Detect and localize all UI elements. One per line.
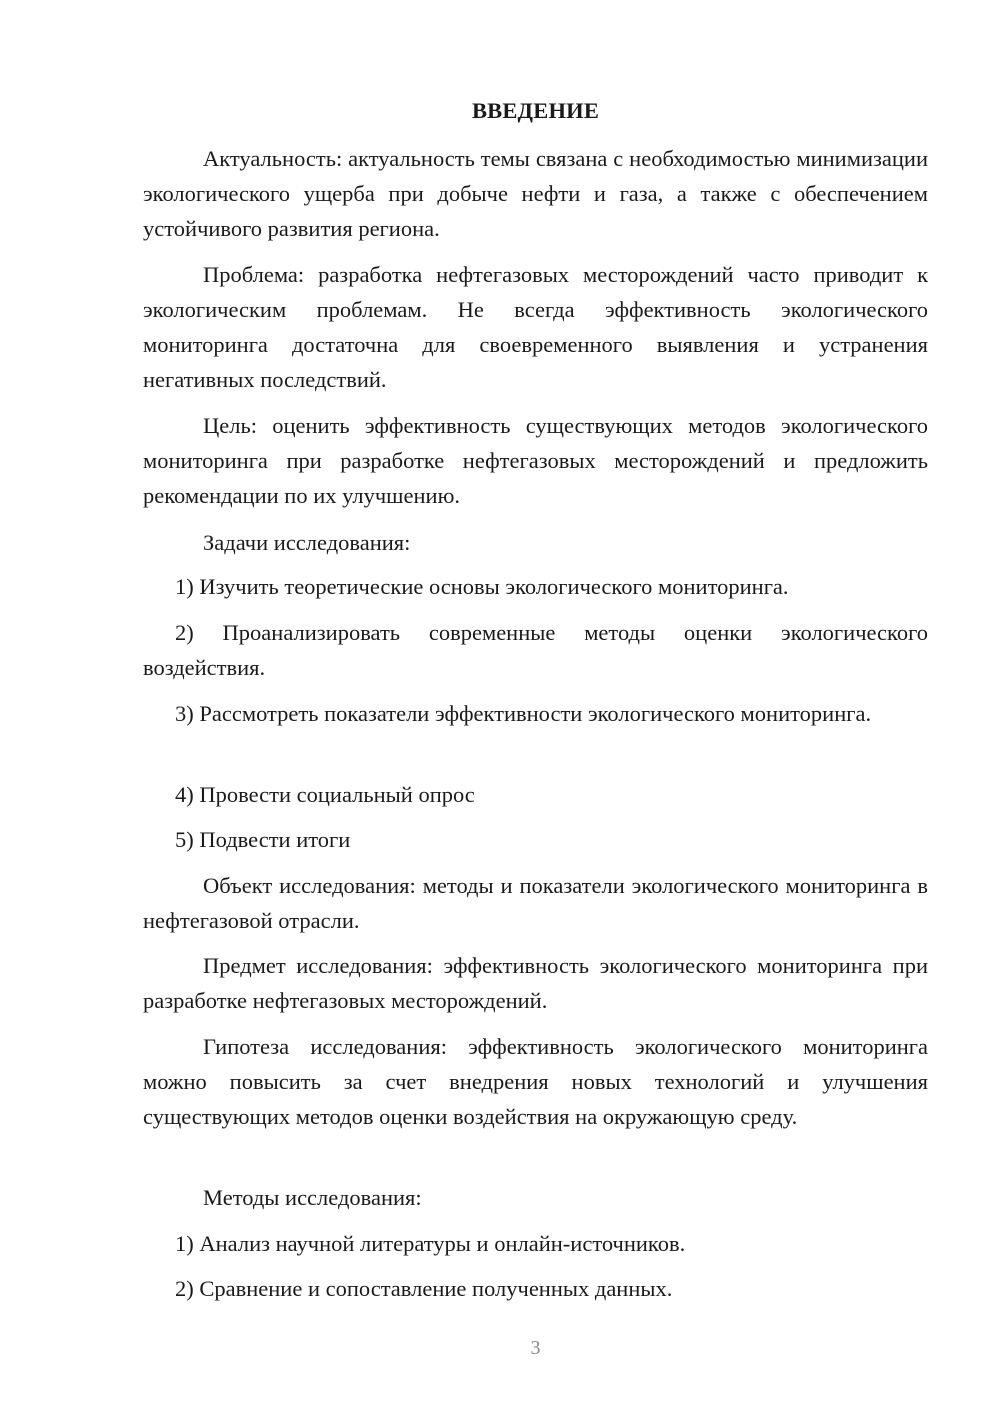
page-number: 3: [530, 1337, 541, 1359]
list-item-task-5: 5) Подвести итоги: [175, 827, 351, 852]
list-item-method-1: 1) Анализ научной литературы и онлайн-источников.: [175, 1231, 686, 1256]
paragraph-subject: Предмет исследования: эффективность экологического мониторинга при разработке нефтегазовых месторождений.: [143, 953, 928, 1013]
list-item-task-1: 1) Изучить теоретические основы экологического мониторинга.: [175, 574, 789, 599]
paragraph-tasks-heading: Задачи исследования:: [203, 530, 411, 555]
list-item-task-3: 3) Рассмотреть показатели эффективности экологического мониторинга.: [175, 701, 872, 726]
section-title: ВВЕДЕНИЕ: [471, 98, 600, 123]
paragraph-goal: Цель: оценить эффективность существующих методов экологического мониторинга при разработке нефтегазовых месторождений и предложить рекомендации по их улучшению.: [143, 413, 928, 508]
document-page: [143, 0, 928, 1414]
list-item-task-4: 4) Провести социальный опрос: [175, 782, 475, 807]
paragraph-hypothesis: Гипотеза исследования: эффективность экологического мониторинга можно повысить за счет внедрения новых технологий и улучшения существующих методов оценки воздействия на окружающую среду.: [143, 1034, 928, 1129]
paragraph-relevance: Актуальность: актуальность темы связана с необходимостью минимизации экологического ущерба при добыче нефти и газа, а также с обеспечением устойчивого развития региона.: [143, 146, 928, 241]
list-item-task-2: 2) Проанализировать современные методы оценки экологического воздействия.: [143, 620, 928, 680]
paragraph-methods-heading: Методы исследования:: [203, 1185, 422, 1210]
paragraph-object: Объект исследования: методы и показатели экологического мониторинга в нефтегазовой отрасли.: [143, 873, 928, 933]
list-item-method-2: 2) Сравнение и сопоставление полученных данных.: [175, 1276, 673, 1301]
paragraph-problem: Проблема: разработка нефтегазовых месторождений часто приводит к экологическим проблемам. Не всегда эффективность экологического мониторинга достаточна для своевременного выявления и устранения негативных последствий.: [143, 262, 928, 392]
